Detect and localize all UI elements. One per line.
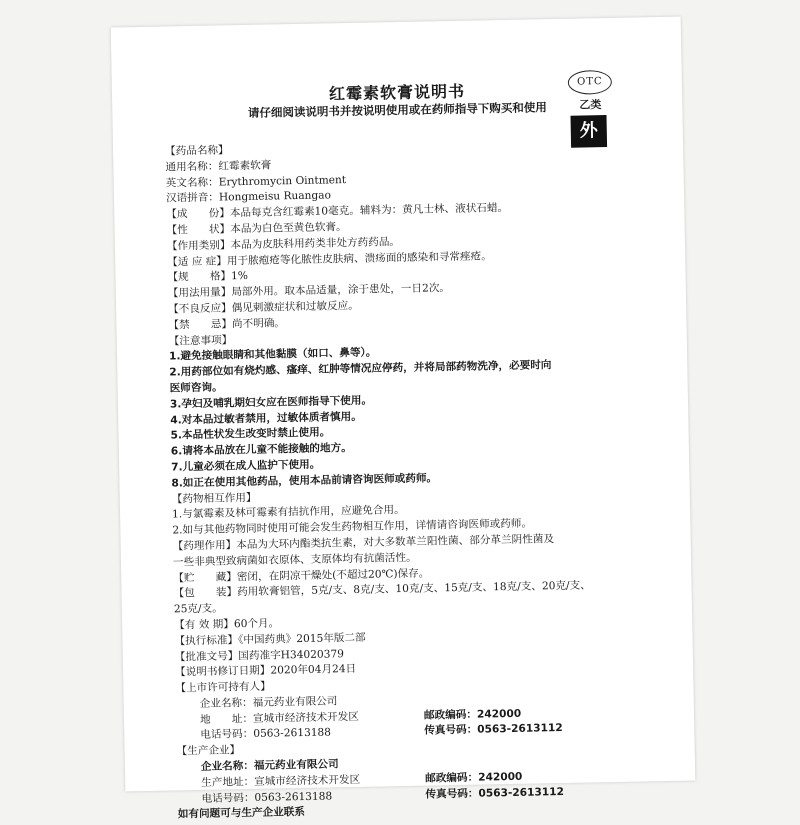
- holder-fax: 传真号码：0563-2613112: [424, 722, 563, 738]
- usage-dosage: 【用法用量】局部外用。取本品适量，涂于患处，一日2次。: [167, 282, 451, 300]
- precaution-line: 1.避免接触眼睛和其他黏膜（如口、鼻等）。: [168, 346, 377, 363]
- manufacturer-phone: 电话号码：0563-2613188: [201, 790, 333, 805]
- holder-postal: 邮政编码：242000: [423, 707, 522, 722]
- packaging-line: 【包 装】药用软膏铝管，5克/支、8克/支、10克/支、15克/支、18克/支、20克/支、: [173, 579, 591, 600]
- precautions-heading: 【注意事项】: [168, 333, 233, 348]
- document-title: 红霉素软膏说明书: [328, 81, 466, 104]
- interaction-line: 2.如与其他药物同时使用可能会发生药物相互作用，详情请咨询医师或药师。: [172, 517, 533, 537]
- pharmacology-line: 【药理作用】本品为大环内酯类抗生素，对大多数革兰阳性菌、部分革兰阴性菌及: [172, 533, 555, 553]
- precaution-line: 5.本品性状发生改变时禁止使用。: [170, 426, 331, 442]
- leaflet-body: [165, 135, 648, 823]
- drug-category: 【作用类别】本品为皮肤科用药类非处方药药品。: [166, 235, 401, 253]
- drug-name-heading: 【药品名称】: [164, 144, 229, 158]
- interactions-heading: 【药物相互作用】: [171, 491, 257, 505]
- manufacturer-postal: 邮政编码：242000: [425, 770, 523, 785]
- document-subtitle: 请仔细阅读说明书并按说明使用或在药师指导下购买和使用: [247, 100, 547, 120]
- footer-contact: 如有问题可与生产企业联系: [177, 806, 306, 821]
- english-name: 英文名称：Erythromycin Ointment: [165, 173, 347, 190]
- precaution-line: 医师咨询。: [169, 381, 223, 395]
- interaction-line: 1.与氯霉素及林可霉素有拮抗作用，应避免合用。: [171, 504, 405, 521]
- storage: 【贮 藏】密闭，在阴凉干燥处(不超过20℃)保存。: [173, 567, 430, 584]
- pharmacology-line: 一些非典型致病菌如衣原体、支原体均有抗菌活性。: [172, 551, 417, 569]
- packaging-line: 25克/支。: [173, 602, 223, 616]
- holder-phone: 电话号码：0563-2613188: [200, 726, 332, 742]
- standard: 【执行标准】《中国药典》2015年版二部: [174, 631, 366, 648]
- precaution-line: 6.请将本品放在儿童不能接触的地方。: [170, 442, 352, 458]
- properties: 【性 状】本品为白色至黄色软膏。: [166, 221, 347, 237]
- validity: 【有 效 期】60个月。: [174, 617, 280, 632]
- manufacturer-fax: 传真号码：0563-2613112: [425, 785, 565, 801]
- precaution-line: 7.儿童必须在成人监护下使用。: [171, 458, 321, 474]
- pinyin-name: 汉语拼音：Hongmeisu Ruangao: [165, 189, 332, 205]
- revision-date: 【说明书修订日期】2020年04月24日: [175, 663, 357, 679]
- precaution-line: 2.用药部位如有烧灼感、瘙痒、红肿等情况应停药，并将局部药物洗净，必要时向: [169, 359, 552, 379]
- contraindications: 【禁 忌】尚不明确。: [168, 317, 286, 332]
- precaution-line: 3.孕妇及哺乳期妇女应在医师指导下使用。: [169, 394, 373, 411]
- manufacturer-address: 生产地址：宣城市经济技术开发区: [201, 773, 361, 789]
- adverse-reactions: 【不良反应】偶见刺激症状和过敏反应。: [168, 299, 359, 316]
- manufacturer-company: 企业名称：福元药业有限公司: [200, 758, 339, 774]
- otc-badge: OTC: [568, 70, 612, 95]
- ingredients: 【成 份】本品每克含红霉素10毫克。辅料为：黄凡士林、液状石蜡。: [166, 202, 509, 221]
- generic-name: 通用名称：红霉素软膏: [165, 159, 272, 174]
- external-use-mark: 外: [570, 115, 607, 148]
- holder-heading: 【上市许可持有人】: [175, 680, 271, 695]
- holder-address: 地 址：宣城市经济技术开发区: [199, 710, 360, 726]
- leaflet-sheet: [111, 17, 696, 821]
- precaution-line: 8.如正在使用其他药品，使用本品前请咨询医师或药师。: [171, 472, 438, 490]
- approval-number: 【批准文号】国药准字H34020379: [174, 647, 345, 663]
- otc-class-label: 乙类: [579, 98, 602, 112]
- strength: 【规 格】1%: [167, 270, 249, 284]
- indications: 【适 应 症】用于脓疱疮等化脓性皮肤病、溃疡面的感染和寻常痤疮。: [167, 249, 492, 269]
- manufacturer-heading: 【生产企业】: [176, 744, 241, 758]
- precaution-line: 4.对本品过敏者禁用，过敏体质者慎用。: [170, 410, 362, 427]
- holder-company: 企业名称：福元药业有限公司: [199, 695, 338, 710]
